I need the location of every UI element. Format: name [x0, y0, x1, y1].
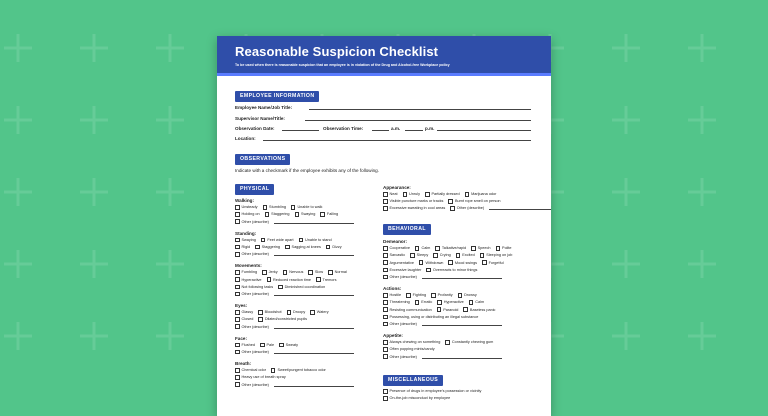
checkbox-burnt-rope-smell-on-person[interactable] — [448, 199, 453, 204]
checkbox-calm[interactable] — [469, 300, 474, 305]
supervisor-name-field[interactable] — [305, 120, 531, 121]
other-describe-field[interactable] — [274, 292, 354, 296]
checkbox-label: Unsteady — [241, 205, 258, 210]
checkbox-label: Talkative/rapid — [441, 246, 467, 251]
checkbox-sagging-at-knees[interactable] — [285, 245, 290, 250]
checkbox-label: Constantly chewing gum — [451, 340, 494, 345]
checkbox-label: Sagging at knees — [291, 245, 321, 250]
checkbox-row — [383, 354, 502, 359]
section-miscellaneous: MISCELLANEOUS — [383, 375, 443, 386]
checkbox-label: Hostile — [389, 293, 402, 298]
breathheading: Breath: — [235, 361, 252, 366]
other-describe-field[interactable] — [489, 206, 551, 210]
checkbox-unruly[interactable] — [403, 192, 408, 197]
checkbox-row — [235, 205, 326, 210]
checkbox-label: Always chewing on something — [389, 340, 441, 345]
checkbox-other-describe[interactable] — [383, 354, 388, 359]
checkbox-unable-to-stand[interactable] — [299, 238, 304, 243]
location-label: Location: — [235, 136, 256, 141]
eyesheading: Eyes: — [235, 303, 248, 308]
checkbox-row — [383, 300, 488, 305]
checkbox-swaying[interactable] — [295, 212, 300, 217]
checkbox-fighting[interactable] — [406, 293, 411, 298]
checkbox-row — [235, 252, 354, 257]
checkbox-tremors[interactable] — [316, 277, 321, 282]
checkbox-label: Mood swings — [454, 260, 478, 265]
document-title: Reasonable Suspicion Checklist — [235, 44, 439, 59]
section-observations: OBSERVATIONS — [235, 154, 290, 165]
checkbox-marijuana-odor[interactable] — [465, 192, 470, 197]
checkbox-normal[interactable] — [328, 270, 333, 275]
checkbox-other-describe[interactable] — [235, 252, 240, 257]
checkbox-row — [235, 350, 354, 355]
checkbox-label: On-the-job misconduct by employee — [389, 396, 451, 401]
checkbox-label: Other (describe) — [389, 354, 417, 359]
checkbox-row — [235, 219, 354, 224]
checkbox-baseless-panic[interactable] — [463, 307, 468, 312]
checkbox-row — [383, 396, 454, 401]
checkbox-excited[interactable] — [456, 253, 461, 258]
document-subtitle: To be used when there is reasonable suspicion that an employee is in violation of the Drug and Alcohol-free Workplace policy — [235, 63, 450, 67]
checkbox-other-describe[interactable] — [383, 275, 388, 280]
checkbox-heavy-use-of-breath-spray[interactable] — [235, 375, 240, 380]
checkbox-row — [383, 275, 502, 280]
checkbox-row — [235, 277, 341, 282]
supervisor-name-label: Supervisor Name/Title: — [235, 116, 285, 121]
checkbox-mood-swings[interactable] — [448, 260, 453, 265]
checkbox-visible-puncture-marks-or-tracks[interactable] — [383, 199, 388, 204]
checkbox-drowsy[interactable] — [458, 293, 463, 298]
checkbox-jerky[interactable] — [262, 270, 267, 275]
checkbox-row — [383, 307, 499, 312]
location-field[interactable] — [263, 140, 531, 141]
checkbox-label: Burnt rope smell on person — [454, 199, 501, 204]
checkbox-label: Often popping mints/candy — [389, 347, 435, 352]
observation-date-label: Observation Date: — [235, 126, 275, 131]
checkbox-staggering[interactable] — [255, 245, 260, 250]
observation-time-label: Observation Time: — [323, 126, 364, 131]
checkbox-closed[interactable] — [235, 317, 240, 322]
checkbox-holding-on[interactable] — [235, 212, 240, 217]
checkbox-label: Flushed — [241, 342, 256, 347]
checkbox-row — [235, 270, 351, 275]
checkbox-row — [235, 324, 354, 329]
checkbox-erratic[interactable] — [415, 300, 420, 305]
checkbox-row — [235, 292, 354, 297]
checkbox-swaying[interactable] — [235, 238, 240, 243]
checkbox-speech[interactable] — [471, 246, 476, 251]
checkbox-other-describe[interactable] — [235, 382, 240, 387]
checkbox-row — [383, 192, 500, 197]
checkbox-label: Heavy use of breath spray — [241, 375, 286, 380]
employee-name-field[interactable] — [309, 109, 531, 110]
checkbox-label: Crying — [439, 253, 451, 258]
section-physical: PHYSICAL — [235, 184, 274, 195]
checkbox-label: Sleeping on job — [486, 253, 513, 258]
checkbox-label: Marijuana odor — [471, 192, 497, 197]
am-label: a.m. — [391, 126, 401, 131]
checkbox-label: Holding on — [241, 212, 260, 217]
checkbox-label: Not following tasks — [241, 284, 274, 289]
checkbox-label: Hyperactive — [241, 277, 262, 282]
checkbox-nervous[interactable] — [283, 270, 288, 275]
checkbox-rigid[interactable] — [235, 245, 240, 250]
appetiteheading: Appetite: — [383, 333, 403, 338]
demeanorheading: Demeanor: — [383, 239, 407, 244]
checkbox-overreacts-to-minor-things[interactable] — [426, 268, 431, 273]
other-describe-field[interactable] — [274, 350, 354, 354]
checkbox-threatening[interactable] — [383, 300, 388, 305]
section-employee-information: EMPLOYEE INFORMATION — [235, 91, 319, 102]
checkbox-label: Other (describe) — [241, 252, 269, 257]
checkbox-label: Other (describe) — [241, 219, 269, 224]
checkbox-label: Calm — [421, 246, 431, 251]
checkbox-paranoid[interactable] — [437, 307, 442, 312]
checkbox-row — [235, 375, 290, 380]
checkbox-label: Other (describe) — [241, 350, 269, 355]
checkbox-sleeping-on-job[interactable] — [480, 253, 485, 258]
checkbox-label: Other (describe) — [241, 292, 269, 297]
checkbox-argumentative[interactable] — [383, 260, 388, 265]
checkbox-label: Unable to stand — [305, 237, 332, 242]
checkbox-row — [235, 212, 342, 217]
checkbox-label: Sarcastic — [389, 253, 406, 258]
other-describe-field[interactable] — [274, 252, 354, 256]
checkbox-crying[interactable] — [433, 253, 438, 258]
checkbox-label: Polite — [502, 246, 512, 251]
checkbox-dilated-constricted-pupils[interactable] — [258, 317, 263, 322]
checkbox-forgetful[interactable] — [482, 260, 487, 265]
checkbox-label: Tremors — [322, 277, 337, 282]
checkbox-label: Sleepy — [416, 253, 429, 258]
faceheading: Face: — [235, 335, 248, 341]
checkbox-label: Diminished coordination — [284, 284, 326, 289]
checkbox-label: Hyperactive — [443, 300, 464, 305]
checkbox-bloodshot[interactable] — [258, 310, 263, 315]
checkbox-label: Partially dressed — [431, 192, 460, 197]
checkbox-sweaty[interactable] — [279, 343, 284, 348]
checkbox-label: Unable to walk — [297, 205, 323, 210]
checkbox-withdrawn[interactable] — [419, 260, 424, 265]
checkbox-label: Reduced reaction time — [273, 277, 312, 282]
other-describe-field[interactable] — [274, 383, 354, 387]
checkbox-label: Nervous — [289, 270, 304, 275]
employee-name-label: Employee Name/Job Title: — [235, 105, 293, 110]
checkbox-sweet-pungent-tobacco-odor[interactable] — [271, 368, 276, 373]
checkbox-stumbling[interactable] — [263, 205, 268, 210]
checkbox-row — [235, 310, 333, 315]
checkbox-label: Rigid — [241, 245, 251, 250]
checkbox-label: Forgetful — [488, 260, 504, 265]
checkbox-watery[interactable] — [310, 310, 315, 315]
checkbox-excessive-laughter[interactable] — [383, 268, 388, 273]
checkbox-label: Pale — [266, 342, 275, 347]
checkbox-possessing-using-or-distributing-an-illegal-substance[interactable] — [383, 315, 388, 320]
checkbox-row — [383, 246, 516, 251]
appearanceheading: Appearance: — [383, 185, 411, 190]
checkbox-row — [383, 315, 482, 320]
header-accent-bar — [217, 73, 551, 76]
checkbox-row — [383, 347, 439, 352]
checkbox-unable-to-walk[interactable] — [291, 205, 296, 210]
checkbox-feet-wide-apart[interactable] — [261, 238, 266, 243]
checkbox-row — [235, 285, 329, 290]
checkbox-calm[interactable] — [415, 246, 420, 251]
checkbox-label: Other (describe) — [456, 206, 485, 211]
checkbox-label: Neat — [389, 192, 398, 197]
checkbox-resisting-communication[interactable] — [383, 307, 388, 312]
checkbox-other-describe[interactable] — [235, 219, 240, 224]
checkbox-row — [383, 253, 516, 258]
checkbox-label: Falling — [326, 212, 339, 217]
actionsheading: Actions: — [383, 286, 402, 291]
checkbox-label: Speech — [477, 246, 491, 251]
checkbox-chemical-odor[interactable] — [235, 368, 240, 373]
checkbox-label: Excessive laughter — [389, 267, 422, 272]
checkbox-row — [383, 389, 485, 394]
checkbox-label: Fighting — [412, 293, 427, 298]
checkbox-sleepy[interactable] — [410, 253, 415, 258]
checkbox-row — [383, 340, 497, 345]
checkbox-label: Calm — [475, 300, 485, 305]
observations-instruction: Indicate with a checkmark if the employee exhibits any of the following. — [235, 168, 380, 173]
checkbox-flushed[interactable] — [235, 343, 240, 348]
checkbox-label: Drowsy — [464, 293, 477, 298]
checkbox-label: Erratic — [421, 300, 433, 305]
checkbox-fumbling[interactable] — [235, 270, 240, 275]
checkbox-label: Excited — [462, 253, 475, 258]
checkbox-label: Baseless panic — [469, 307, 496, 312]
checkbox-row — [235, 238, 336, 243]
checkbox-label: Cooperative — [389, 246, 410, 251]
checkbox-other-describe[interactable] — [235, 324, 240, 329]
checkbox-label: Unruly — [409, 192, 421, 197]
checkbox-row — [235, 343, 302, 348]
checkbox-excessive-sweating-in-cool-areas[interactable] — [383, 206, 388, 211]
checkbox-unsteady[interactable] — [235, 205, 240, 210]
checkbox-label: Other (describe) — [389, 322, 417, 327]
observation-extra-field[interactable] — [437, 130, 531, 131]
checkbox-other-describe[interactable] — [450, 206, 455, 211]
checkbox-label: Overreacts to minor things — [432, 267, 478, 272]
checkbox-partially-dressed[interactable] — [425, 192, 430, 197]
checkbox-label: Jerky — [268, 270, 278, 275]
observation-time-pm-field[interactable] — [405, 130, 423, 131]
observation-date-field[interactable] — [282, 130, 319, 131]
checkbox-label: Threatening — [389, 300, 410, 305]
checkbox-label: Staggering — [261, 245, 281, 250]
document-header — [217, 36, 551, 76]
checkbox-dizzy[interactable] — [326, 245, 331, 250]
checkbox-not-following-tasks[interactable] — [235, 285, 240, 290]
checkbox-falling[interactable] — [320, 212, 325, 217]
checkbox-neat[interactable] — [383, 192, 388, 197]
checkbox-label: Glassy — [241, 310, 254, 315]
checklist-document — [217, 36, 551, 416]
movementsheading: Movements: — [235, 263, 262, 269]
checkbox-label: Feet wide apart — [267, 237, 294, 242]
checkbox-label: Droopy — [293, 310, 306, 315]
section-behavioral: BEHAVIORAL — [383, 224, 431, 235]
checkbox-row — [383, 322, 502, 327]
other-describe-field[interactable] — [422, 275, 502, 279]
checkbox-label: Presence of drugs in employee's possession or vicinity — [389, 389, 482, 394]
checkbox-other-describe[interactable] — [383, 322, 388, 327]
checkbox-other-describe[interactable] — [235, 292, 240, 297]
checkbox-staggering[interactable] — [265, 212, 270, 217]
other-describe-field[interactable] — [274, 220, 354, 224]
checkbox-row — [383, 260, 508, 265]
checkbox-presence-of-drugs-in-employee-s-possession-or-vicinity[interactable] — [383, 389, 388, 394]
observation-time-am-field[interactable] — [372, 130, 389, 131]
checkbox-sarcastic[interactable] — [383, 253, 388, 258]
checkbox-label: Paranoid — [443, 307, 459, 312]
checkbox-profanity[interactable] — [431, 293, 436, 298]
checkbox-polite[interactable] — [496, 246, 501, 251]
checkbox-label: Visible puncture marks or tracks — [389, 199, 444, 204]
checkbox-label: Closed — [241, 317, 254, 322]
other-describe-field[interactable] — [422, 322, 502, 326]
checkbox-row — [383, 206, 551, 211]
checkbox-hyperactive[interactable] — [437, 300, 442, 305]
checkbox-other-describe[interactable] — [235, 350, 240, 355]
checkbox-talkative-rapid[interactable] — [435, 246, 440, 251]
checkbox-row — [383, 268, 481, 273]
checkbox-cooperative[interactable] — [383, 246, 388, 251]
checkbox-label: Bloodshot — [264, 310, 282, 315]
checkbox-label: Swaying — [301, 212, 316, 217]
checkbox-row — [235, 382, 354, 387]
other-describe-field[interactable] — [274, 325, 354, 329]
checkbox-label: Slow — [314, 270, 324, 275]
checkbox-label: Normal — [334, 270, 347, 275]
checkbox-row — [383, 293, 481, 298]
checkbox-row — [383, 199, 505, 204]
checkbox-label: Excessive sweating in cool areas — [389, 206, 446, 211]
checkbox-always-chewing-on-something[interactable] — [383, 340, 388, 345]
checkbox-label: Possessing, using or distributing an illegal substance — [389, 314, 479, 319]
checkbox-glassy[interactable] — [235, 310, 240, 315]
checkbox-diminished-coordination[interactable] — [278, 285, 283, 290]
checkbox-hyperactive[interactable] — [235, 277, 240, 282]
checkbox-label: Staggering — [271, 212, 290, 217]
checkbox-constantly-chewing-gum[interactable] — [445, 340, 450, 345]
checkbox-label: Fumbling — [241, 270, 258, 275]
checkbox-label: Watery — [316, 310, 329, 315]
checkbox-label: Dilated/constricted pupils — [264, 317, 308, 322]
checkbox-pale[interactable] — [260, 343, 265, 348]
checkbox-reduced-reaction-time[interactable] — [267, 277, 272, 282]
checkbox-hostile[interactable] — [383, 293, 388, 298]
checkbox-often-popping-mints-candy[interactable] — [383, 347, 388, 352]
checkbox-row — [235, 317, 311, 322]
checkbox-row — [235, 245, 346, 250]
checkbox-label: Withdrawn — [425, 260, 444, 265]
checkbox-droopy[interactable] — [287, 310, 292, 315]
checkbox-row — [235, 368, 330, 373]
checkbox-on-the-job-misconduct-by-employee[interactable] — [383, 396, 388, 401]
checkbox-label: Sweet/pungent tobacco odor — [277, 368, 326, 373]
checkbox-label: Stumbling — [269, 205, 286, 210]
checkbox-slow[interactable] — [308, 270, 313, 275]
checkbox-label: Profanity — [437, 293, 453, 298]
checkbox-label: Argumentative — [389, 260, 414, 265]
standingheading: Standing: — [235, 230, 257, 236]
checkbox-label: Resisting communication — [389, 307, 432, 312]
pm-label: p.m. — [425, 126, 435, 131]
checkbox-label: Sweaty — [285, 342, 299, 347]
checkbox-label: Other (describe) — [389, 275, 417, 280]
checkbox-label: Other (describe) — [241, 382, 269, 387]
checkbox-label: Swaying — [241, 237, 256, 242]
other-describe-field[interactable] — [422, 355, 502, 359]
walkingheading: Walking: — [235, 198, 254, 203]
checkbox-label: Dizzy — [332, 245, 342, 250]
checkbox-label: Chemical odor — [241, 368, 266, 373]
checkbox-label: Other (describe) — [241, 324, 269, 329]
